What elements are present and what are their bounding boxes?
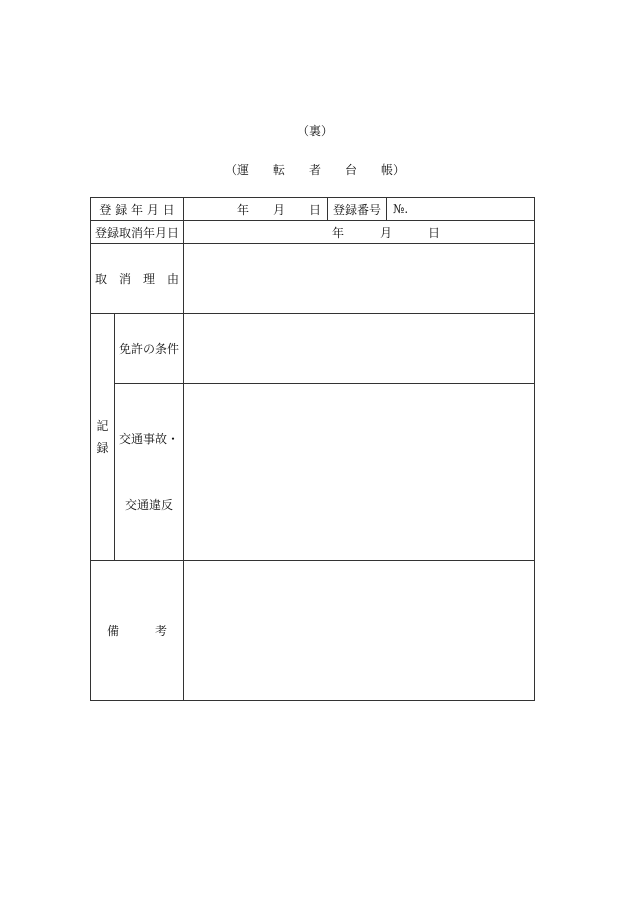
license-conditions-row: [91, 314, 535, 384]
traffic-record-field[interactable]: [184, 384, 535, 561]
cancel-date-row: [91, 221, 535, 244]
registration-date-row: [91, 198, 535, 221]
cancel-reason-row: [91, 244, 535, 314]
cancel-date-field[interactable]: 年 月 日: [184, 221, 535, 244]
registration-date-field[interactable]: 年 月 日: [184, 198, 328, 221]
page-side-label: （裏）: [296, 124, 333, 138]
traffic-record-row: [91, 384, 535, 561]
registration-date-label: 登 録 年 月 日: [91, 198, 184, 221]
traffic-record-label: [115, 384, 184, 561]
remarks-field[interactable]: [184, 561, 535, 701]
license-conditions-label: 免許の条件: [115, 314, 184, 384]
license-conditions-field[interactable]: [184, 314, 535, 384]
traffic-label-line1: 交通事故・: [119, 432, 180, 446]
records-label: 記 録: [91, 314, 115, 561]
page-title: （運 転 者 台 帳）: [224, 163, 405, 177]
remarks-row: [91, 561, 535, 701]
cancel-date-label: 登録取消年月日: [91, 221, 184, 244]
cancel-reason-field[interactable]: [184, 244, 535, 314]
traffic-label-line2: 交通違反: [125, 498, 174, 512]
registration-no-label: 登録番号: [328, 198, 387, 221]
cancel-reason-label: 取 消 理 由: [91, 244, 184, 314]
registration-no-field[interactable]: №.: [387, 198, 535, 221]
driver-register-table: [90, 197, 535, 701]
remarks-label: 備 考: [91, 561, 184, 701]
